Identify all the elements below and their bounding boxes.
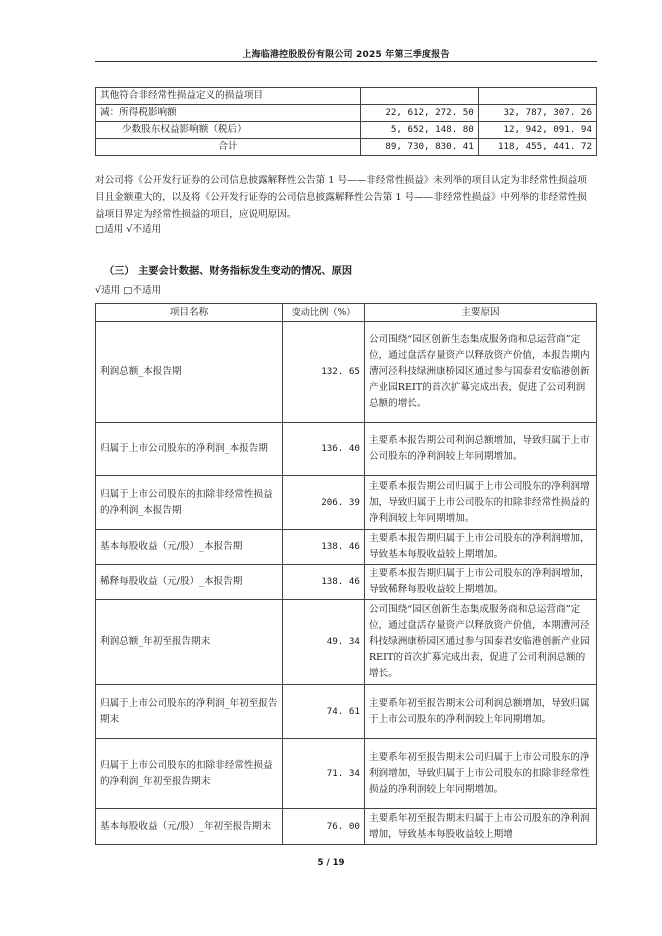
ytd-amount: 12, 942, 091. 94 <box>478 122 596 139</box>
table-row <box>96 122 597 139</box>
current-amount: 22, 612, 272. 50 <box>360 105 478 122</box>
table-row <box>96 322 597 423</box>
item-name: 少数股东权益影响额（税后） <box>96 122 361 139</box>
non-recurring-items-table <box>95 87 597 156</box>
header-divider <box>95 61 597 62</box>
item-name: 利润总额_年初至报告期末 <box>96 600 283 685</box>
item-name: 归属于上市公司股东的净利润_本报告期 <box>96 423 283 476</box>
change-reason: 主要系本报告期归属于上市公司股东的净利润增加，导致稀释每股收益较上期增加。 <box>364 565 596 600</box>
change-reason: 主要系年初至报告期末公司利润总额增加，导致归属于上市公司股东的净利润较上年同期增加。 <box>364 685 596 739</box>
change-ratio: 206. 39 <box>283 476 365 530</box>
section-applicability-checkbox-text: √适用 □不适用 <box>95 285 162 296</box>
table-row <box>96 530 597 565</box>
change-ratio: 74. 61 <box>283 685 365 739</box>
table-row <box>96 685 597 739</box>
change-reason: 公司围绕“园区创新生态集成服务商和总运营商”定位，通过盘活存量资产以释放资产价值，本报告期内漕河泾科技绿洲康桥园区通过参与国泰君安临港创新产业园REIT的首次扩募完成出表，促进了公司利润总额的增长。 <box>364 322 596 423</box>
current-amount <box>360 88 478 105</box>
column-header-ratio: 变动比例（%） <box>283 304 365 322</box>
item-name: 归属于上市公司股东的扣除非经常性损益的净利润_本报告期 <box>96 476 283 530</box>
total-ytd-amount: 118, 455, 441. 72 <box>478 139 596 156</box>
column-header-reason: 主要原因 <box>364 304 596 322</box>
table-row <box>96 105 597 122</box>
item-name: 稀释每股收益（元/股）_本报告期 <box>96 565 283 600</box>
total-label: 合计 <box>96 139 361 156</box>
table-row <box>96 809 597 845</box>
change-ratio: 138. 46 <box>283 565 365 600</box>
column-header-item: 项目名称 <box>96 304 283 322</box>
item-name: 利润总额_本报告期 <box>96 322 283 423</box>
table-row <box>96 565 597 600</box>
total-current-amount: 89, 730, 830. 41 <box>360 139 478 156</box>
change-ratio: 49. 34 <box>283 600 365 685</box>
change-ratio: 132. 65 <box>283 322 365 423</box>
item-name: 归属于上市公司股东的净利润_年初至报告期末 <box>96 685 283 739</box>
table-header-row <box>96 304 597 322</box>
table-row <box>96 88 597 105</box>
current-amount: 5, 652, 148. 80 <box>360 122 478 139</box>
change-reason: 主要系年初至报告期末归属于上市公司股东的净利润增加，导致基本每股收益较上期增 <box>364 809 596 845</box>
change-ratio: 138. 46 <box>283 530 365 565</box>
item-name: 其他符合非经常性损益定义的损益项目 <box>96 88 361 105</box>
change-ratio: 76. 00 <box>283 809 365 845</box>
page-number: 5 / 19 <box>317 858 345 868</box>
applicability-checkbox-text: □适用 √不适用 <box>95 224 162 235</box>
table-row-total <box>96 139 597 156</box>
table-row <box>96 423 597 476</box>
item-name: 基本每股收益（元/股）_本报告期 <box>96 530 283 565</box>
section-heading: （三） 主要会计数据、财务指标发生变动的情况、原因 <box>104 266 353 277</box>
change-reason: 公司围绕“园区创新生态集成服务商和总运营商”定位，通过盘活存量资产以释放资产价值，本期漕河泾科技绿洲康桥园区通过参与国泰君安临港创新产业园REIT的首次扩募完成出表，促进了公司利润总额的增长。 <box>364 600 596 685</box>
explanation-paragraph: 对公司将《公开发行证券的公司信息披露解释性公告第 1 号——非经常性损益》未列举的项目认定为非经常性损益项目且金额重大的，以及将《公开发行证券的公司信息披露解释性公告第 1 号——非经常性损益》中列举的非经常性损益项目界定为经常性损益的项目，应说明原因。 <box>95 175 587 220</box>
item-name: 基本每股收益（元/股）_年初至报告期末 <box>96 809 283 845</box>
table-row <box>96 600 597 685</box>
change-ratio: 71. 34 <box>283 739 365 809</box>
change-reason: 主要系本报告期归属于上市公司股东的净利润增加，导致基本每股收益较上期增加。 <box>364 530 596 565</box>
item-name: 归属于上市公司股东的扣除非经常性损益的净利润_年初至报告期末 <box>96 739 283 809</box>
ytd-amount <box>478 88 596 105</box>
item-name: 减：所得税影响额 <box>96 105 361 122</box>
table-row <box>96 739 597 809</box>
change-reason-table <box>95 303 597 845</box>
ytd-amount: 32, 787, 307. 26 <box>478 105 596 122</box>
change-reason: 主要系本报告期公司归属于上市公司股东的净利润增加，导致归属于上市公司股东的扣除非经常性损益的净利润较上年同期增加。 <box>364 476 596 530</box>
report-header-title: 上海临港控股股份有限公司 2025 年第三季度报告 <box>242 50 450 60</box>
change-ratio: 136. 40 <box>283 423 365 476</box>
change-reason: 主要系本报告期公司利润总额增加，导致归属于上市公司股东的净利润较上年同期增加。 <box>364 423 596 476</box>
change-reason: 主要系年初至报告期末公司归属于上市公司股东的净利润增加，导致归属于上市公司股东的扣除非经常性损益的净利润较上年同期增加。 <box>364 739 596 809</box>
table-row <box>96 476 597 530</box>
